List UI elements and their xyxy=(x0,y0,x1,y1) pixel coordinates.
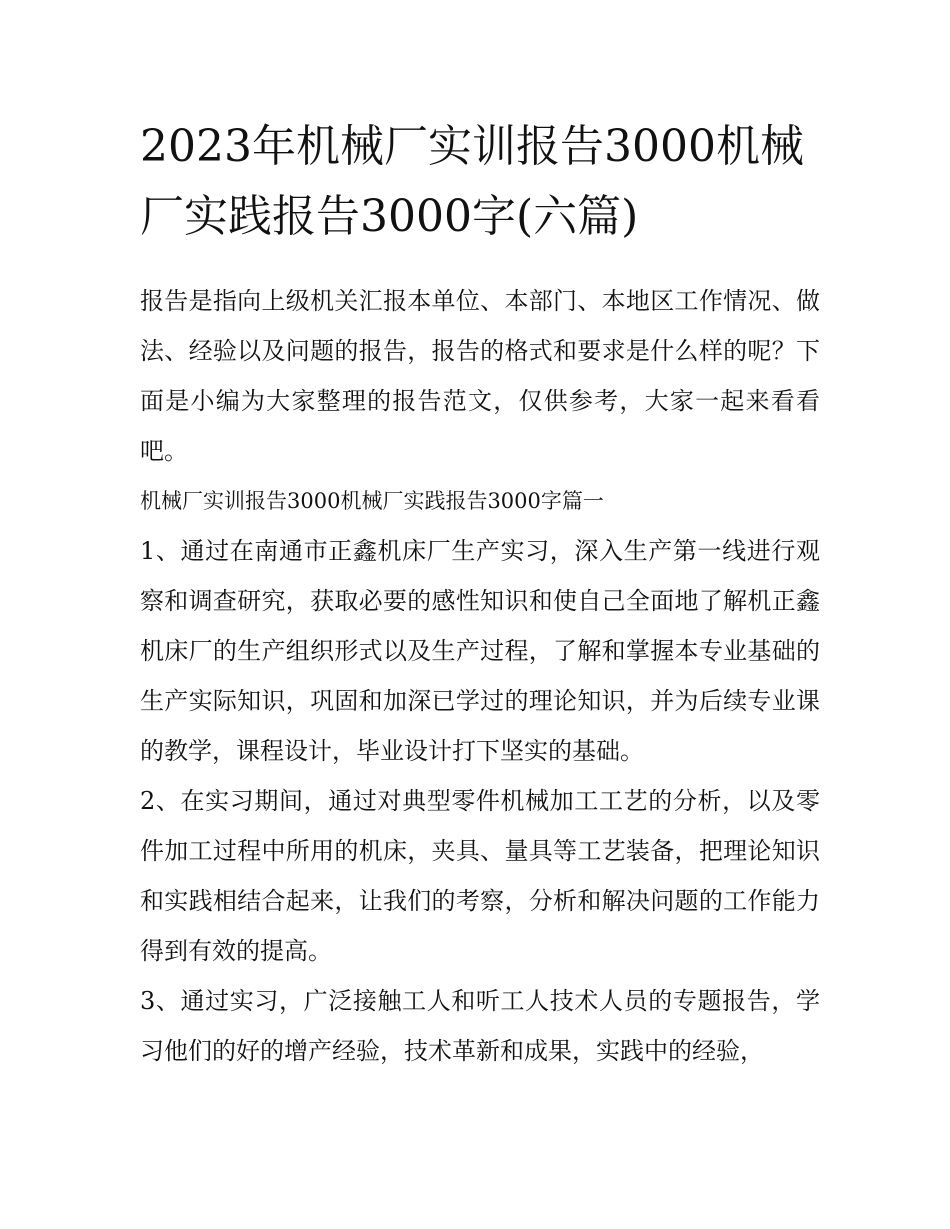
intro-paragraph: 报告是指向上级机关汇报本单位、本部门、本地区工作情况、做法、经验以及问题的报告，报告的格式和要求是什么样的呢？下面是小编为大家整理的报告范文，仅供参考，大家一起来看看吧。 xyxy=(140,287,820,465)
document-page xyxy=(140,0,820,1229)
body-paragraph-2: 2、在实习期间，通过对典型零件机械加工工艺的分析，以及零件加工过程中所用的机床，夹具、量具等工艺装备，把理论知识和实践相结合起来，让我们的考察，分析和解决问题的工作能力得到有效的提高。 xyxy=(140,787,820,965)
body-paragraph-3: 3、通过实习，广泛接触工人和听工人技术人员的专题报告，学习他们的好的增产经验，技术革新和成果，实践中的经验， xyxy=(140,987,820,1065)
body-paragraph-1: 1、通过在南通市正鑫机床厂生产实习，深入生产第一线进行观察和调查研究，获取必要的感性知识和使自己全面地了解机正鑫机床厂的生产组织形式以及生产过程，了解和掌握本专业基础的生产实际知识，巩固和加深已学过的理论知识，并为后续专业课的教学，课程设计，毕业设计打下坚实的基础。 xyxy=(140,537,820,765)
document-title: 2023年机械厂实训报告3000机械厂实践报告3000字(六篇) xyxy=(140,121,804,242)
section-heading: 机械厂实训报告3000机械厂实践报告3000字篇一 xyxy=(140,489,604,513)
document-body xyxy=(140,276,820,1076)
